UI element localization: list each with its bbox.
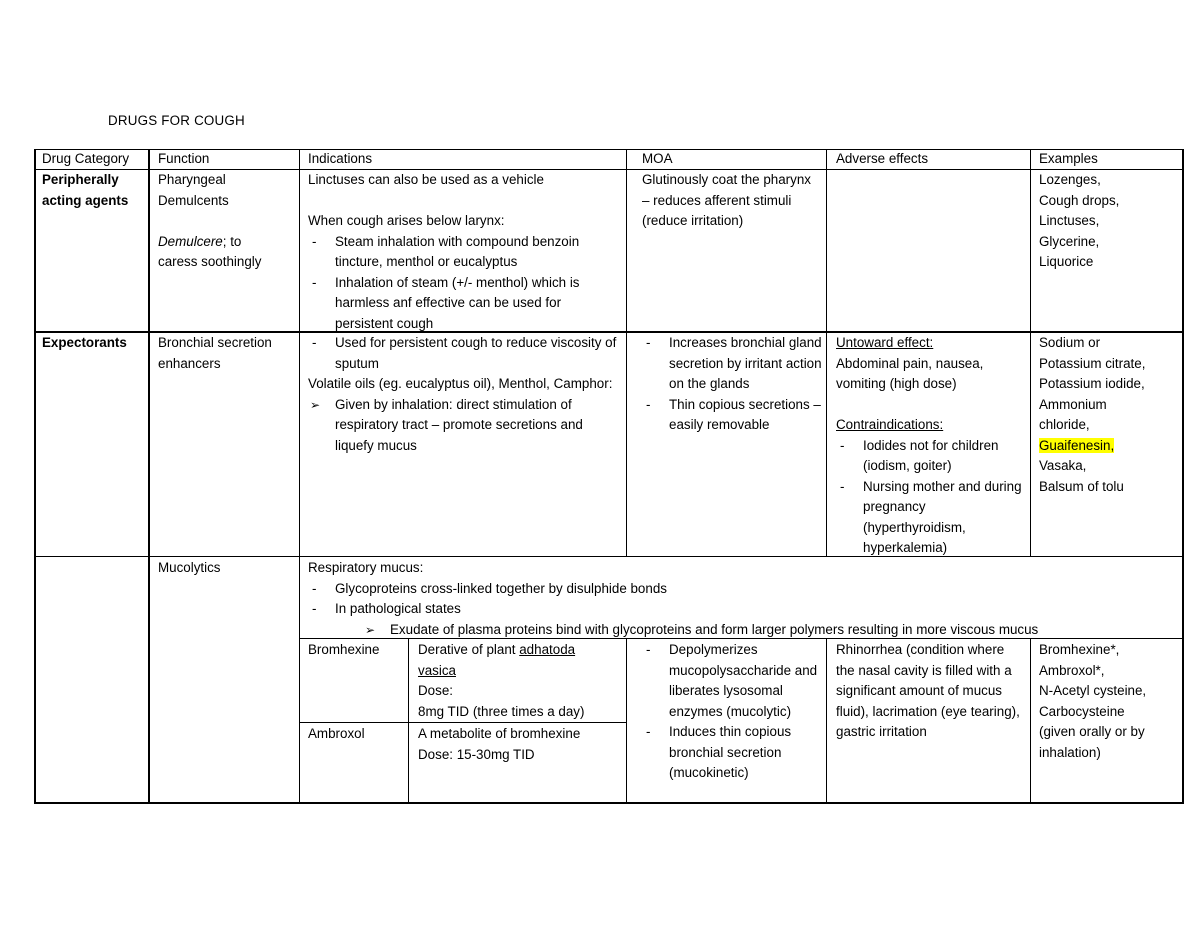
function-pharyngeal-demulcents: Pharyngeal Demulcents Demulcere; to caress soothingly xyxy=(158,172,262,269)
drug-name-bromhexine: Bromhexine xyxy=(308,642,380,657)
moa-demulcents: Glutinously coat the pharynx – reduces afferent stimuli (reduce irritation) xyxy=(642,172,811,228)
moa-mucolytics: - Depolymerizes mucopolysaccharide and liberates lysosomal enzymes (mucolytic) - Induces thin copious bronchial secretion (mucokinetic) xyxy=(646,642,818,780)
indications-demulcents: Linctuses can also be used as a vehicle When cough arises below larynx: - Steam inhalation with compound benzoin tincture, menthol or eucalyptus - Inhalation of steam (+/- menthol) which is harmless anf effective can be used for persistent cough xyxy=(308,172,580,331)
header-drug-category: Drug Category xyxy=(42,151,130,166)
category-expectorants: Expectorants xyxy=(42,335,127,350)
highlighted-guaifenesin: Guaifenesin, xyxy=(1039,437,1115,453)
drug-name-ambroxol: Ambroxol xyxy=(308,726,365,741)
header-indications: Indications xyxy=(308,151,373,166)
examples-mucolytics: Bromhexine*, Ambroxol*, N-Acetyl cysteine, Carbocysteine (given orally or by inhalation) xyxy=(1039,642,1147,760)
indications-expectorants: - Used for persistent cough to reduce viscosity of sputum Volatile oils (eg. eucalyptus oil), Menthol, Camphor: ➢ Given by inhalation: direct stimulation of respiratory tract – promote secretions and liquefy mucus xyxy=(308,335,617,453)
header-examples: Examples xyxy=(1039,151,1098,166)
page-title: DRUGS FOR COUGH xyxy=(108,113,245,128)
header-moa: MOA xyxy=(642,151,673,166)
drug-desc-bromhexine: Derative of plant adhatoda vasica Dose: 8mg TID (three times a day) xyxy=(418,642,585,719)
header-adverse-effects: Adverse effects xyxy=(836,151,929,166)
adverse-expectorants: Untoward effect: Abdominal pain, nausea, vomiting (high dose) Contraindications: - Iodides not for children (iodism, goiter) - Nursing mother and during pregnancy (hyperthyroidism, hyperkalemia) xyxy=(836,335,1022,555)
indications-mucolytics: Respiratory mucus: - Glycoproteins cross-linked together by disulphide bonds - In pathological states ➢ Exudate of plasma proteins bind with glycoproteins and form larger polymers resulting in more viscous mucus xyxy=(308,558,1178,640)
adverse-mucolytics: Rhinorrhea (condition where the nasal cavity is filled with a significant amount of mucus fluid), lacrimation (eye tearing), gastric irritation xyxy=(836,642,1020,739)
examples-expectorants: Sodium or Potassium citrate, Potassium iodide, Ammonium chloride, Guaifenesin, Vasaka, Balsum of tolu xyxy=(1039,335,1146,494)
function-mucolytics: Mucolytics xyxy=(158,560,221,575)
moa-expectorants: - Increases bronchial gland secretion by irritant action on the glands - Thin copious secretions – easily removable xyxy=(646,335,822,432)
drug-desc-ambroxol: A metabolite of bromhexine Dose: 15-30mg TID xyxy=(418,726,581,762)
header-function: Function xyxy=(158,151,210,166)
category-peripherally-acting: Peripherally acting agents xyxy=(42,172,129,208)
arrow-bullet-icon: ➢ xyxy=(365,622,376,637)
drug-table xyxy=(34,149,1184,804)
examples-demulcents: Lozenges, Cough drops, Linctuses, Glycerine, Liquorice xyxy=(1039,172,1120,269)
function-bronchial-secretion: Bronchial secretion enhancers xyxy=(158,335,272,371)
arrow-bullet-icon: ➢ xyxy=(310,397,321,412)
